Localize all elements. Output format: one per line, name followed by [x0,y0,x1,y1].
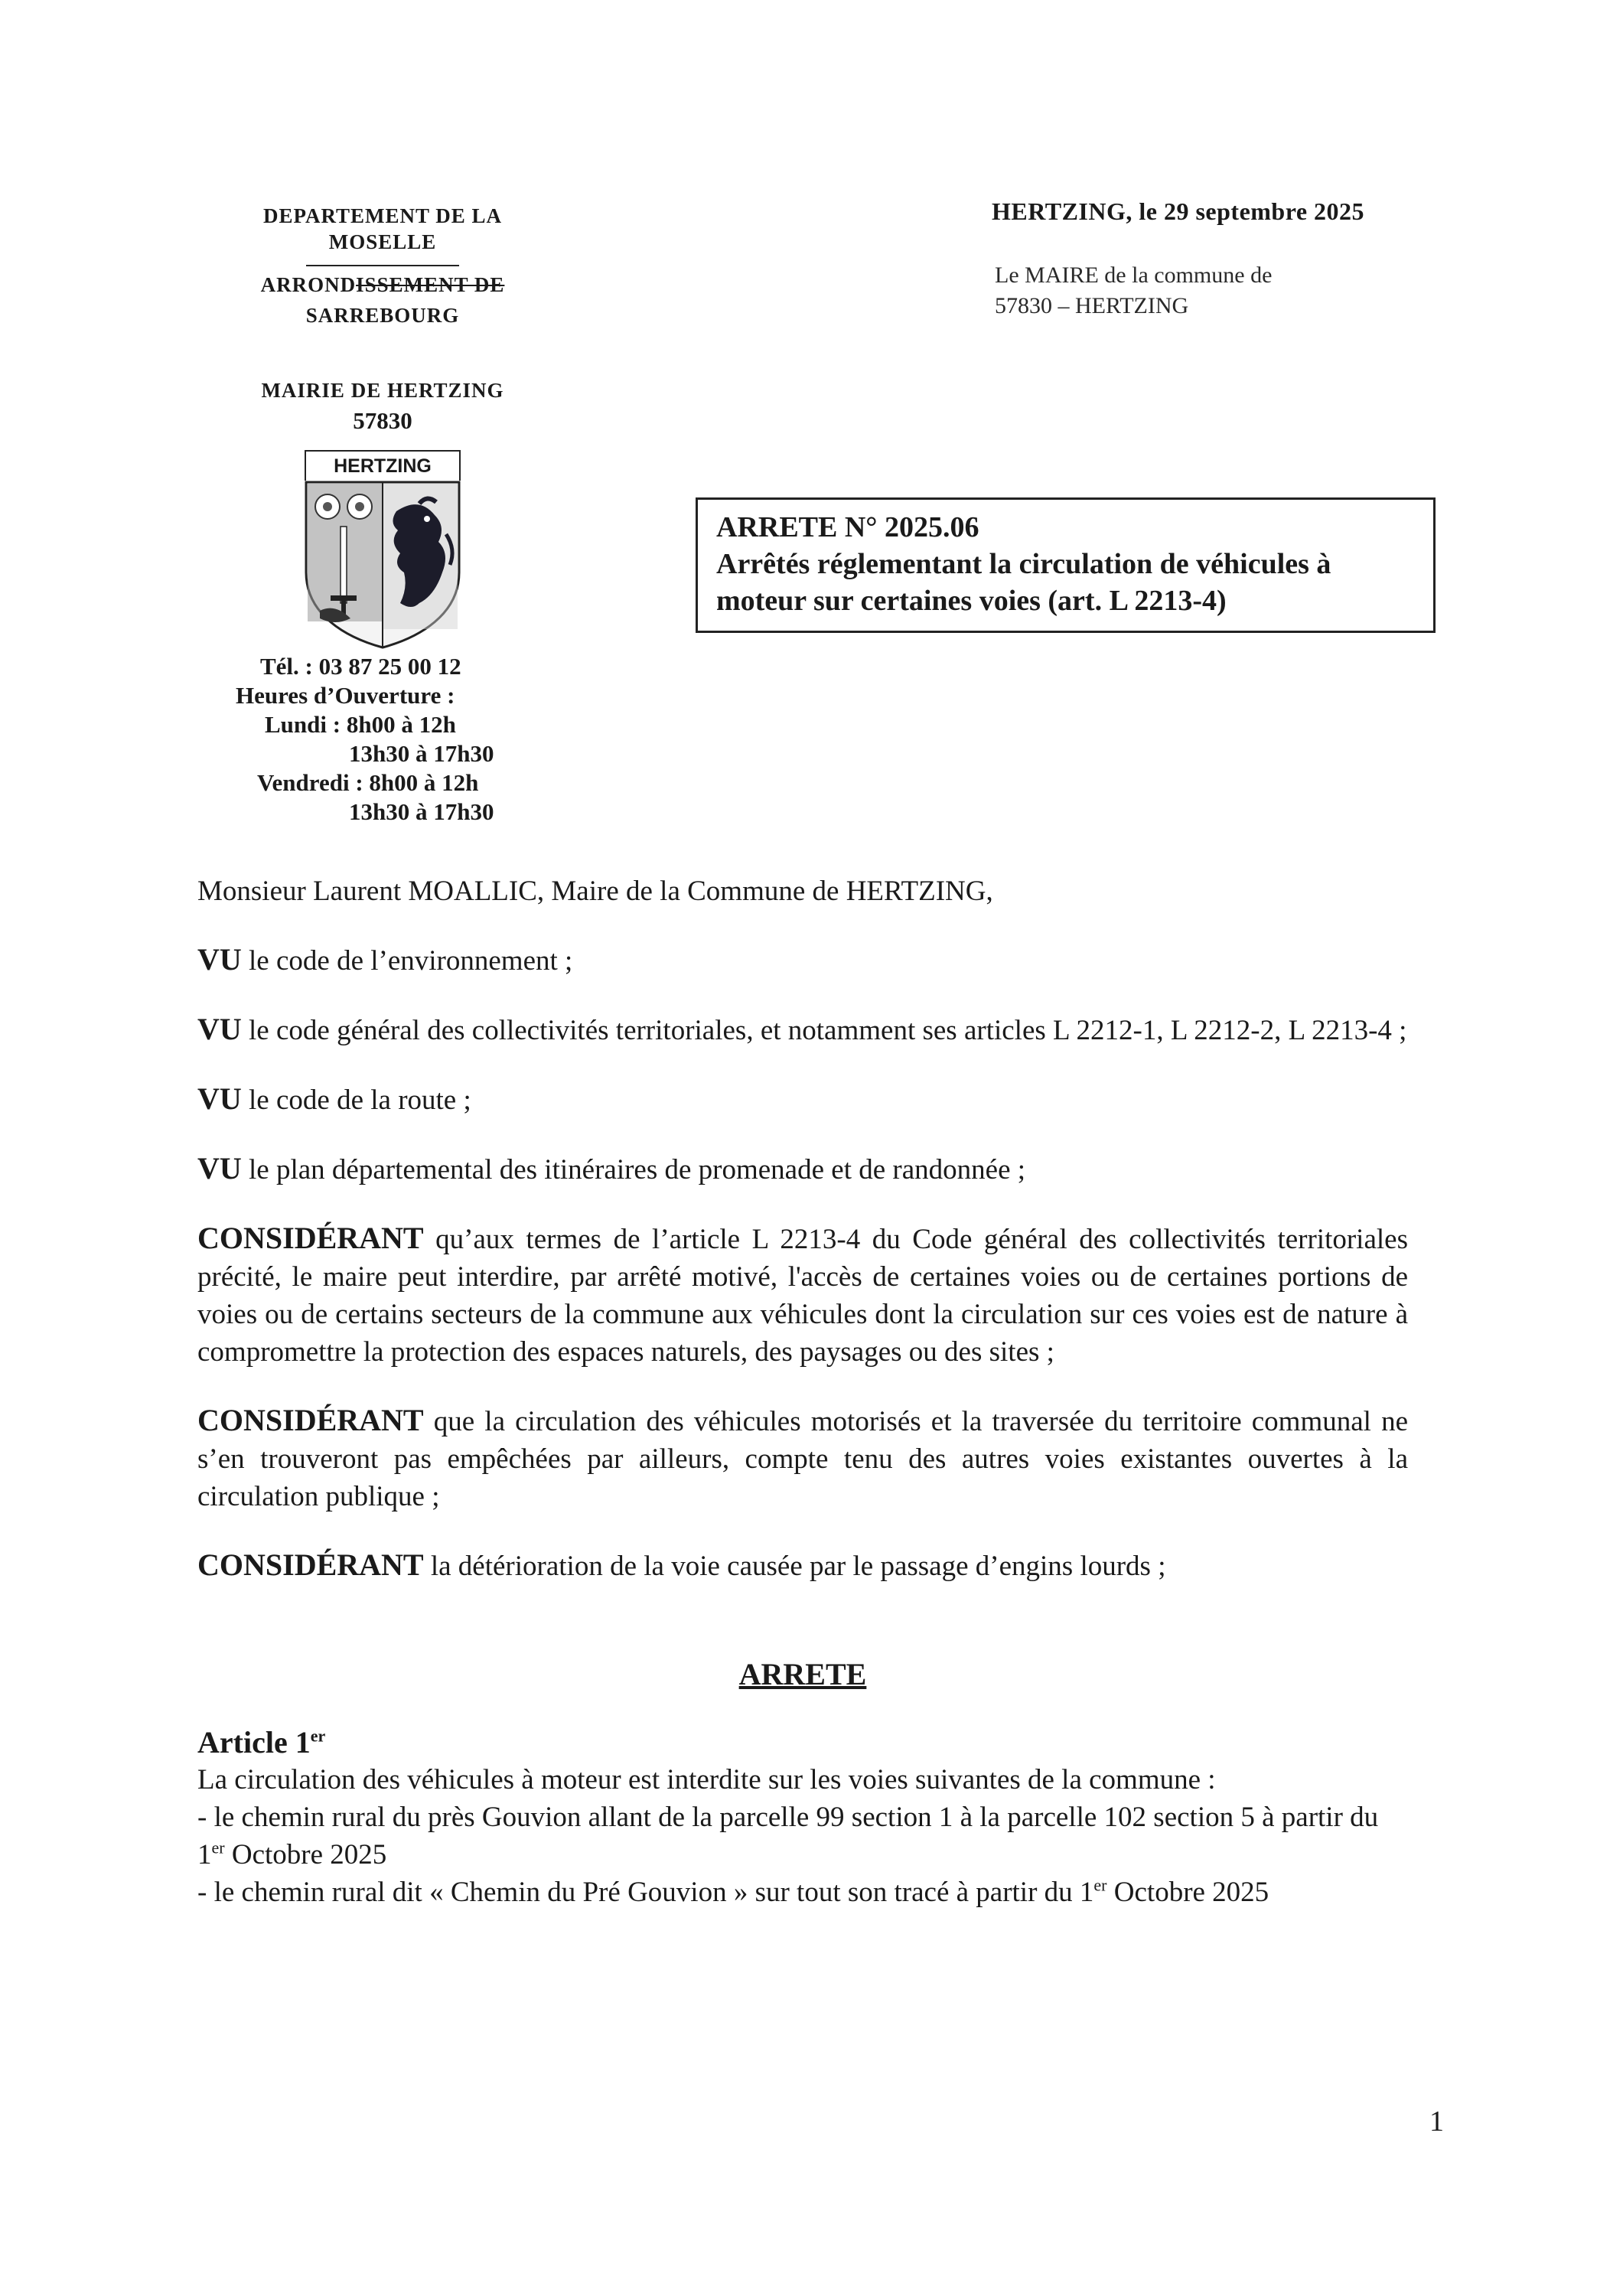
vu-paragraph [197,1080,1408,1119]
vu-keyword: VU [197,1012,242,1046]
mairie-postcode: 57830 [353,407,412,434]
vu-text: le plan départemental des itinéraires de promenade et de randonnée ; [241,1154,1026,1186]
considerant-paragraph [197,1219,1408,1371]
considerant-paragraph [197,1401,1408,1515]
maire-line-2: 57830 – HERTZING [995,293,1189,318]
article-item-text: - le chemin rural dit « Chemin du Pré Gouvion » sur tout son tracé à partir du 1 [197,1877,1094,1908]
intro-line: Monsieur Laurent MOALLIC, Maire de la Commune de HERTZING, [197,876,993,907]
arrete-heading: ARRETE [738,1657,867,1691]
vu-paragraph [197,1150,1408,1189]
vu-keyword: VU [197,1151,242,1186]
arrondissement-city: SARREBOURG [305,304,460,327]
vu-keyword: VU [197,1081,242,1116]
article-title-sup: er [310,1726,326,1746]
considerant-keyword: CONSIDÉRANT [197,1548,424,1582]
vu-paragraph [197,941,1408,980]
document-body [197,872,1408,1911]
considerant-keyword: CONSIDÉRANT [197,1221,424,1255]
arrete-title-box [696,497,1436,633]
article-item [197,1874,1408,1911]
vu-text: le code général des collectivités territoriales, et notamment ses articles L 2212-1, L 2212-2, L 2213-4 ; [241,1015,1407,1046]
vu-text: le code de la route ; [241,1084,471,1116]
maire-line-1: Le MAIRE de la commune de [995,263,1273,288]
department-line-1: DEPARTEMENT DE LA [262,204,503,227]
considerant-paragraph [197,1546,1408,1585]
place-date: HERTZING, le 29 septembre 2025 [992,197,1365,225]
arrondissement-line [230,269,536,300]
article-intro: La circulation des véhicules à moteur est interdite sur les voies suivantes de la commune : [197,1764,1216,1795]
contact-hours [230,652,551,827]
considerant-text: la détérioration de la voie causée par le passage d’engins lourds ; [423,1551,1166,1582]
department-line-2: MOSELLE [328,230,437,253]
vu-paragraph [197,1010,1408,1049]
article-title-text: Article 1 [197,1725,311,1760]
arrete-title-line-2: moteur sur certaines voies (art. L 2213-4) [716,585,1227,617]
article-item-date: Octobre 2025 [224,1839,387,1870]
considerant-text: que la circulation des véhicules motorisés et la traversée du territoire communal ne s’en trouveront pas empêchées par ailleurs, compte tenu des autres voies existantes ouvertes à la circulation publique ; [197,1406,1408,1512]
arrete-title-line-1: Arrêtés réglementant la circulation de véhicules à [716,548,1331,580]
article-item-sup: er [1093,1875,1107,1895]
arrete-number: ARRETE N° 2025.06 [716,511,979,543]
department-header [230,201,536,436]
arrondissement-prefix: ARROND [260,273,357,296]
friday-hours-morning: Vendredi : 8h00 à 12h [257,769,479,796]
monday-hours-morning: Lundi : 8h00 à 12h [265,711,456,738]
considerant-keyword: CONSIDÉRANT [197,1403,424,1437]
coat-of-arms-icon [305,481,461,649]
crest-label: HERTZING [305,450,461,481]
vu-text: le code de l’environnement ; [241,945,573,977]
article-item-sup: er [211,1838,225,1857]
vu-keyword: VU [197,942,242,977]
article-item-date: Octobre 2025 [1106,1877,1269,1908]
header-divider [306,265,459,266]
monday-hours-afternoon: 13h30 à 17h30 [349,740,494,767]
arrondissement-struck: ISSEMENT DE [356,273,505,296]
mairie-name: MAIRIE DE HERTZING [261,379,504,402]
article-item [197,1799,1408,1874]
article-item-text: - le chemin rural du près Gouvion allant de la parcelle 99 section 1 à la parcelle 102 section 5 à partir du 1 [197,1802,1379,1870]
opening-hours-title: Heures d’Ouverture : [236,682,455,709]
phone-number: Tél. : 03 87 25 00 12 [260,653,461,680]
article-title [197,1724,1408,1761]
maire-address [995,260,1272,321]
friday-hours-afternoon: 13h30 à 17h30 [349,798,494,825]
considerant-text: qu’aux termes de l’article L 2213-4 du Code général des collectivités territoriales précité, le maire peut interdire, par arrêté motivé, l'accès de certaines voies ou de certaines portions de voies ou de certains secteurs de la commune aux véhicules dont la circulation sur ces voies est de nature à compromettre la protection des espaces naturels, des paysages ou des sites ; [197,1224,1408,1368]
page-number: 1 [1429,2105,1444,2138]
